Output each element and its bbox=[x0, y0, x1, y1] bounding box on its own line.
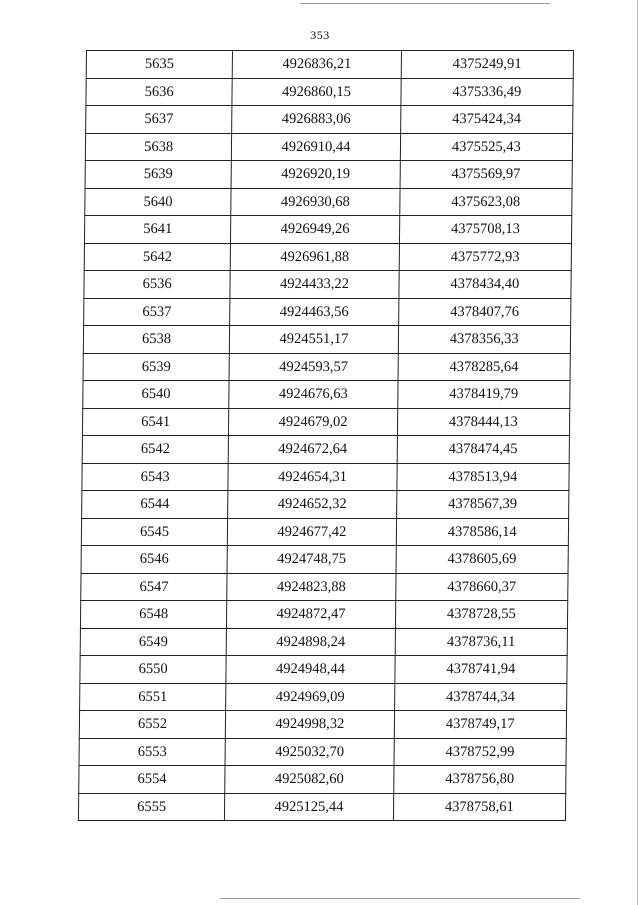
x-coordinate-cell: 4926930,68 bbox=[231, 188, 400, 216]
table-row bbox=[81, 546, 568, 574]
point-number-cell: 6554 bbox=[79, 766, 226, 794]
x-coordinate-cell: 4926883,06 bbox=[232, 106, 401, 134]
coordinates-table-body bbox=[78, 51, 573, 821]
point-number-cell: 6553 bbox=[79, 738, 226, 766]
table-row bbox=[84, 243, 571, 271]
y-coordinate-cell: 4375249,91 bbox=[401, 51, 574, 79]
y-coordinate-cell: 4378513,94 bbox=[397, 463, 570, 491]
table-row bbox=[83, 353, 570, 381]
point-number-cell: 5641 bbox=[84, 216, 231, 244]
x-coordinate-cell: 4926961,88 bbox=[230, 243, 399, 271]
table-row bbox=[86, 51, 573, 79]
y-coordinate-cell: 4378474,45 bbox=[397, 436, 570, 464]
x-coordinate-cell: 4924898,24 bbox=[226, 628, 395, 656]
y-coordinate-cell: 4378749,17 bbox=[394, 711, 567, 739]
x-coordinate-cell: 4924969,09 bbox=[226, 683, 395, 711]
point-number-cell: 6537 bbox=[84, 298, 231, 326]
x-coordinate-cell: 4924748,75 bbox=[227, 546, 396, 574]
table-row bbox=[82, 408, 569, 436]
point-number-cell: 5636 bbox=[86, 78, 233, 106]
x-coordinate-cell: 4924679,02 bbox=[229, 408, 398, 436]
table-row bbox=[80, 601, 567, 629]
y-coordinate-cell: 4375525,43 bbox=[400, 133, 573, 161]
table-row bbox=[84, 271, 571, 299]
point-number-cell: 6549 bbox=[80, 628, 227, 656]
x-coordinate-cell: 4924654,31 bbox=[228, 463, 397, 491]
point-number-cell: 6546 bbox=[81, 546, 228, 574]
point-number-cell: 6538 bbox=[83, 326, 230, 354]
point-number-cell: 6543 bbox=[82, 463, 229, 491]
x-coordinate-cell: 4926920,19 bbox=[231, 161, 400, 189]
table-row bbox=[84, 216, 571, 244]
table-row bbox=[82, 463, 569, 491]
point-number-cell: 5639 bbox=[85, 161, 232, 189]
x-coordinate-cell: 4924652,32 bbox=[228, 491, 397, 519]
x-coordinate-cell: 4924593,57 bbox=[229, 353, 398, 381]
table-row bbox=[84, 298, 571, 326]
scan-edge-right bbox=[637, 0, 638, 905]
point-number-cell: 6541 bbox=[82, 408, 229, 436]
table-row bbox=[79, 711, 566, 739]
table-row bbox=[81, 518, 568, 546]
point-number-cell: 6542 bbox=[82, 436, 229, 464]
y-coordinate-cell: 4378567,39 bbox=[396, 491, 569, 519]
y-coordinate-cell: 4375569,97 bbox=[400, 161, 573, 189]
point-number-cell: 6536 bbox=[84, 271, 231, 299]
y-coordinate-cell: 4378744,34 bbox=[394, 683, 567, 711]
y-coordinate-cell: 4378736,11 bbox=[395, 628, 568, 656]
point-number-cell: 5635 bbox=[86, 51, 233, 79]
table-row bbox=[80, 628, 567, 656]
point-number-cell: 6545 bbox=[81, 518, 228, 546]
table-row bbox=[79, 738, 566, 766]
y-coordinate-cell: 4378356,33 bbox=[398, 326, 571, 354]
point-number-cell: 6548 bbox=[80, 601, 227, 629]
y-coordinate-cell: 4375623,08 bbox=[399, 188, 572, 216]
x-coordinate-cell: 4924676,63 bbox=[229, 381, 398, 409]
x-coordinate-cell: 4926949,26 bbox=[231, 216, 400, 244]
table-row bbox=[86, 78, 573, 106]
y-coordinate-cell: 4375424,34 bbox=[400, 106, 573, 134]
table-row bbox=[85, 133, 572, 161]
point-number-cell: 5637 bbox=[86, 106, 233, 134]
x-coordinate-cell: 4924463,56 bbox=[230, 298, 399, 326]
table-row bbox=[82, 436, 569, 464]
table-row bbox=[85, 188, 572, 216]
point-number-cell: 5638 bbox=[85, 133, 232, 161]
y-coordinate-cell: 4378605,69 bbox=[396, 546, 569, 574]
point-number-cell: 6550 bbox=[80, 656, 227, 684]
y-coordinate-cell: 4378434,40 bbox=[399, 271, 572, 299]
table-row bbox=[83, 326, 570, 354]
x-coordinate-cell: 4924672,64 bbox=[228, 436, 397, 464]
point-number-cell: 6540 bbox=[83, 381, 230, 409]
y-coordinate-cell: 4378660,37 bbox=[395, 573, 568, 601]
x-coordinate-cell: 4924998,32 bbox=[226, 711, 395, 739]
table-row bbox=[80, 656, 567, 684]
y-coordinate-cell: 4378586,14 bbox=[396, 518, 569, 546]
y-coordinate-cell: 4378444,13 bbox=[397, 408, 570, 436]
x-coordinate-cell: 4924872,47 bbox=[227, 601, 396, 629]
page-number: 353 bbox=[310, 28, 330, 42]
x-coordinate-cell: 4924551,17 bbox=[230, 326, 399, 354]
y-coordinate-cell: 4378419,79 bbox=[397, 381, 570, 409]
y-coordinate-cell: 4378285,64 bbox=[398, 353, 571, 381]
point-number-cell: 5642 bbox=[84, 243, 231, 271]
y-coordinate-cell: 4375772,93 bbox=[399, 243, 572, 271]
x-coordinate-cell: 4925125,44 bbox=[225, 793, 394, 821]
scan-edge-bottom bbox=[220, 898, 580, 899]
y-coordinate-cell: 4378756,80 bbox=[393, 766, 566, 794]
point-number-cell: 6544 bbox=[82, 491, 229, 519]
table-row bbox=[78, 793, 565, 821]
table-row bbox=[80, 683, 567, 711]
y-coordinate-cell: 4378741,94 bbox=[395, 656, 568, 684]
table-row bbox=[83, 381, 570, 409]
scan-edge-top bbox=[300, 3, 550, 4]
y-coordinate-cell: 4375708,13 bbox=[399, 216, 572, 244]
x-coordinate-cell: 4926910,44 bbox=[232, 133, 401, 161]
table-row bbox=[82, 491, 569, 519]
x-coordinate-cell: 4924433,22 bbox=[230, 271, 399, 299]
x-coordinate-cell: 4924948,44 bbox=[226, 656, 395, 684]
y-coordinate-cell: 4378752,99 bbox=[394, 738, 567, 766]
x-coordinate-cell: 4925032,70 bbox=[225, 738, 394, 766]
table-row bbox=[81, 573, 568, 601]
x-coordinate-cell: 4926836,21 bbox=[232, 51, 401, 79]
point-number-cell: 6552 bbox=[79, 711, 226, 739]
point-number-cell: 6551 bbox=[80, 683, 227, 711]
y-coordinate-cell: 4378407,76 bbox=[398, 298, 571, 326]
x-coordinate-cell: 4925082,60 bbox=[225, 766, 394, 794]
y-coordinate-cell: 4375336,49 bbox=[401, 78, 574, 106]
table-row bbox=[79, 766, 566, 794]
coordinates-table bbox=[78, 50, 574, 821]
x-coordinate-cell: 4924677,42 bbox=[228, 518, 397, 546]
point-number-cell: 5640 bbox=[85, 188, 232, 216]
point-number-cell: 6547 bbox=[81, 573, 228, 601]
y-coordinate-cell: 4378758,61 bbox=[393, 793, 566, 821]
y-coordinate-cell: 4378728,55 bbox=[395, 601, 568, 629]
table-row bbox=[86, 106, 573, 134]
table-row bbox=[85, 161, 572, 189]
point-number-cell: 6539 bbox=[83, 353, 230, 381]
x-coordinate-cell: 4924823,88 bbox=[227, 573, 396, 601]
x-coordinate-cell: 4926860,15 bbox=[232, 78, 401, 106]
point-number-cell: 6555 bbox=[78, 793, 225, 821]
